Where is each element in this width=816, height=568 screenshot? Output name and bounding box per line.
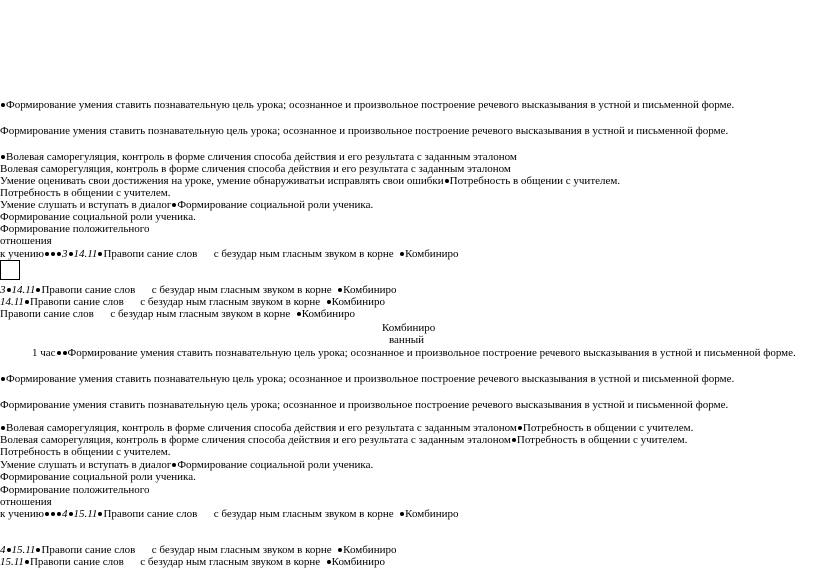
bullet-icon bbox=[36, 288, 40, 292]
bullet-icon bbox=[172, 463, 176, 467]
bullet-icon bbox=[327, 300, 331, 304]
bullet-icon bbox=[338, 288, 342, 292]
bullet-icon bbox=[1, 155, 5, 159]
doc-line: 1 час Формирование умения ставить познавательную цель урока; осознанное и произвольное построение речевого высказывания в устной и письменной форме. bbox=[32, 347, 796, 359]
doc-line: 3 14.11 Правопи сание слов с безудар ным гласным звуком в корне Комбиниро bbox=[0, 284, 397, 296]
bullet-icon bbox=[51, 512, 55, 516]
doc-line: Потребность в общении с учителем. bbox=[0, 187, 171, 199]
doc-line: 15.11 Правопи сание слов с безудар ным гласным звуком в корне Комбиниро bbox=[0, 556, 385, 568]
doc-line: отношения bbox=[0, 496, 52, 508]
doc-line: Правопи сание слов с безудар ным гласным звуком в корне Комбиниро bbox=[0, 308, 356, 320]
bullet-icon bbox=[69, 252, 73, 256]
bullet-icon bbox=[57, 512, 61, 516]
empty-box bbox=[0, 260, 20, 280]
doc-line: 4 15.11 Правопи сание слов с безудар ным гласным звуком в корне Комбиниро bbox=[0, 544, 397, 556]
doc-line: Формирование умения ставить познавательную цель урока; осознанное и произвольное построение речевого высказывания в устной и письменной форме. bbox=[0, 399, 729, 411]
bullet-icon bbox=[327, 560, 331, 564]
doc-line: отношения bbox=[0, 235, 52, 247]
doc-line: Формирование умения ставить познавательную цель урока; осознанное и произвольное построение речевого высказывания в устной и письменной форме. bbox=[0, 99, 734, 111]
doc-line: ванный bbox=[389, 334, 424, 346]
bullet-icon bbox=[57, 252, 61, 256]
doc-line: Формирование социальной роли ученика. bbox=[0, 211, 196, 223]
bullet-icon bbox=[445, 179, 449, 183]
doc-line: к учению 4 15.11 Правопи сание слов с безудар ным гласным звуком в корне Комбиниро bbox=[0, 508, 459, 520]
doc-line: Волевая саморегуляция, контроль в форме сличения способа действия и его результата с заданным эталоном bbox=[0, 163, 511, 175]
bullet-icon bbox=[400, 252, 404, 256]
bullet-icon bbox=[36, 548, 40, 552]
bullet-icon bbox=[57, 351, 61, 355]
doc-line: Волевая саморегуляция, контроль в форме сличения способа действия и его результата с заданным эталоном bbox=[0, 151, 517, 163]
bullet-icon bbox=[518, 426, 522, 430]
doc-line: к учению 3 14.11 Правопи сание слов с безудар ным гласным звуком в корне Комбиниро bbox=[0, 248, 459, 260]
bullet-icon bbox=[400, 512, 404, 516]
doc-line: Формирование умения ставить познавательную цель урока; осознанное и произвольное построение речевого высказывания в устной и письменной форме. bbox=[0, 125, 729, 137]
bullet-icon bbox=[63, 351, 67, 355]
bullet-icon bbox=[98, 252, 102, 256]
bullet-icon bbox=[338, 548, 342, 552]
doc-line: Умение слушать и вступать в диалог Формирование социальной роли ученика. bbox=[0, 459, 374, 471]
bullet-icon bbox=[98, 512, 102, 516]
doc-line: 14.11 Правопи сание слов с безудар ным гласным звуком в корне Комбиниро bbox=[0, 296, 385, 308]
bullet-icon bbox=[1, 103, 5, 107]
bullet-icon bbox=[45, 512, 49, 516]
doc-line: Потребность в общении с учителем. bbox=[0, 446, 171, 458]
bullet-icon bbox=[1, 426, 5, 430]
doc-line: Умение оценивать свои достижения на уроке, умение обнаруживатьи исправлять свои ошибки Потребность в общении с учителем. bbox=[0, 175, 621, 187]
doc-line: Комбиниро bbox=[382, 322, 436, 334]
bullet-icon bbox=[1, 377, 5, 381]
doc-line: Волевая саморегуляция, контроль в форме сличения способа действия и его результата с заданным эталоном Потребность в общении с учителем. bbox=[0, 422, 693, 434]
doc-line: Волевая саморегуляция, контроль в форме сличения способа действия и его результата с заданным эталоном Потребность в общении с учителем. bbox=[0, 434, 688, 446]
bullet-icon bbox=[25, 560, 29, 564]
bullet-icon bbox=[297, 312, 301, 316]
bullet-icon bbox=[45, 252, 49, 256]
bullet-icon bbox=[172, 203, 176, 207]
doc-line: Формирование положительного bbox=[0, 223, 150, 235]
bullet-icon bbox=[7, 288, 11, 292]
bullet-icon bbox=[69, 512, 73, 516]
bullet-icon bbox=[7, 548, 11, 552]
bullet-icon bbox=[512, 438, 516, 442]
bullet-icon bbox=[25, 300, 29, 304]
doc-line: Формирование социальной роли ученика. bbox=[0, 471, 196, 483]
doc-line: Формирование умения ставить познавательную цель урока; осознанное и произвольное построение речевого высказывания в устной и письменной форме. bbox=[0, 373, 734, 385]
doc-line: Умение слушать и вступать в диалог Формирование социальной роли ученика. bbox=[0, 199, 374, 211]
bullet-icon bbox=[51, 252, 55, 256]
doc-line: Формирование положительного bbox=[0, 484, 150, 496]
